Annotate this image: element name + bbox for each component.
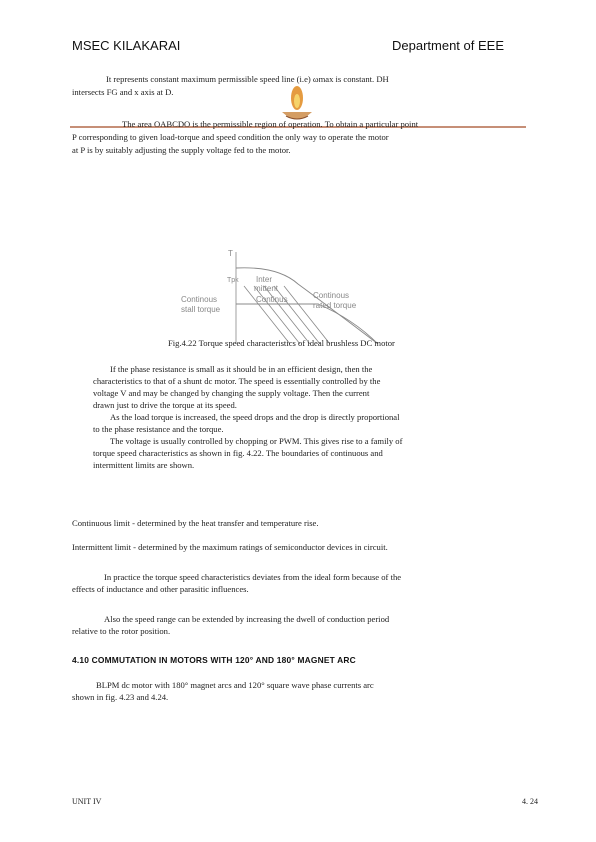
paragraph-line: voltage V and may be changed by changing the supply voltage. Then the current xyxy=(93,388,370,398)
paragraph-line: intersects FG and x axis at D. xyxy=(72,87,174,97)
paragraph-line: In practice the torque speed characteristics deviates from the ideal form because of the xyxy=(104,572,402,582)
footer-unit: UNIT IV xyxy=(72,797,102,806)
header-institution: MSEC KILAKARAI xyxy=(72,38,181,53)
paragraph-line: at P is by suitably adjusting the supply voltage fed to the motor. xyxy=(72,145,291,155)
paragraph-line: If the phase resistance is small as it should be in an efficient design, then the xyxy=(110,364,373,374)
paragraph-line: characteristics to that of a shunt dc motor. The speed is essentially controlled by the xyxy=(93,376,381,386)
rated-torque-label: rated torque xyxy=(313,301,357,310)
continuous-limit-text: Continuous limit - determined by the heat transfer and temperature rise. xyxy=(72,518,319,528)
paragraph-line: intermittent limits are shown. xyxy=(93,460,195,470)
section-heading: 4.10 COMMUTATION IN MOTORS WITH 120° AND 180° MAGNET ARC xyxy=(72,655,356,665)
tpk-label: Tpk xyxy=(227,277,239,284)
rated-torque-label: Continous xyxy=(313,291,350,300)
intermittent-label: mittent xyxy=(254,284,279,293)
paragraph-line: The voltage is usually controlled by chopping or PWM. This gives rise to a family of xyxy=(110,436,403,446)
torque-speed-figure xyxy=(178,244,398,344)
paragraph-line: to the phase resistance and the torque. xyxy=(93,424,224,434)
paragraph-line: effects of inductance and other parasitic influences. xyxy=(72,584,249,594)
header-department: Department of EEE xyxy=(392,38,504,53)
paragraph-line: It represents constant maximum permissible speed line (i.e) ωmax is constant. DH xyxy=(106,74,389,84)
axis-t-label: T xyxy=(228,249,233,258)
intermittent-limit-text: Intermittent limit - determined by the maximum ratings of semiconductor devices in circuit. xyxy=(72,542,388,552)
paragraph-line: torque speed characteristics as shown in fig. 4.22. The boundaries of continuous and xyxy=(93,448,383,458)
figure-caption: Fig.4.22 Torque speed characteristics of ideal brushless DC motor xyxy=(168,338,395,348)
paragraph-line: P corresponding to given load-torque and speed condition the only way to operate the motor xyxy=(72,132,389,142)
stall-torque-label: stall torque xyxy=(181,305,221,314)
page-number: 4. 24 xyxy=(522,797,538,806)
intermittent-label: Inter xyxy=(256,275,273,284)
paragraph-line: Also the speed range can be extended by increasing the dwell of conduction period xyxy=(104,614,390,624)
paragraph-line: shown in fig. 4.23 and 4.24. xyxy=(72,692,169,702)
paragraph-line: BLPM dc motor with 180° magnet arcs and 120° square wave phase currents arc xyxy=(96,680,374,690)
stall-torque-label: Continous xyxy=(181,295,218,304)
paragraph-line: The area OABCDO is the permissible region of operation. To obtain a particular point xyxy=(122,119,419,129)
paragraph-line: drawn just to drive the torque at its speed. xyxy=(93,400,237,410)
paragraph-line: relative to the rotor position. xyxy=(72,626,171,636)
continuous-inner-label: Continus xyxy=(256,295,288,304)
paragraph-line: As the load torque is increased, the speed drops and the drop is directly proportional xyxy=(110,412,400,422)
